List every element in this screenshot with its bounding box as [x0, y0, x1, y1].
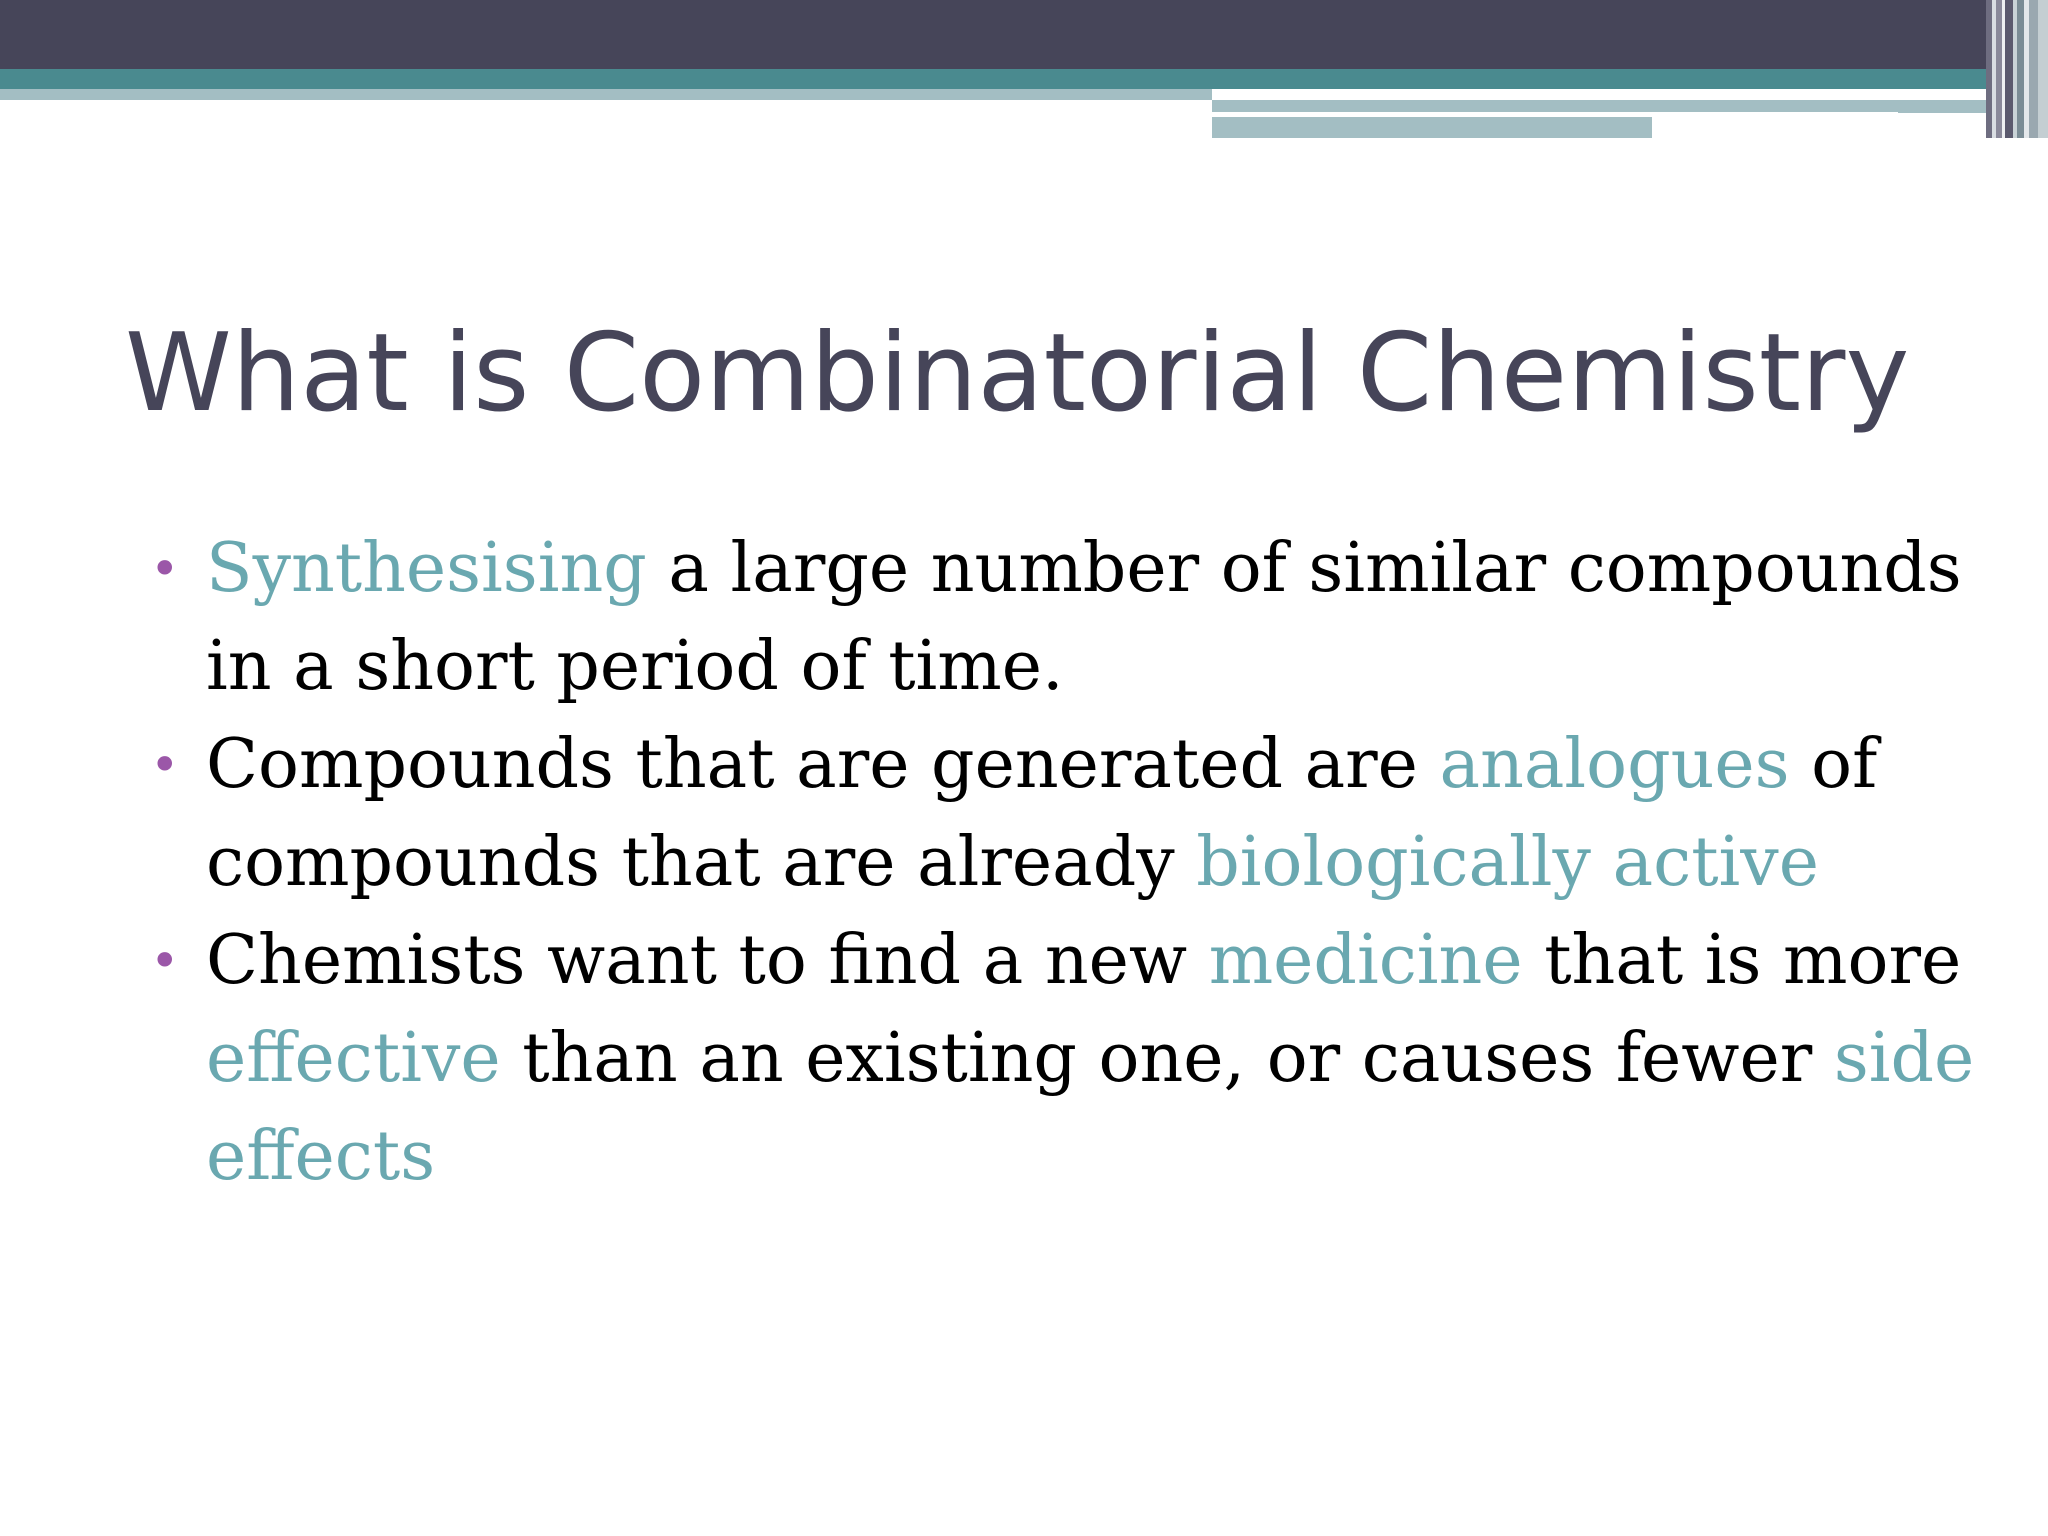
highlighted-term: biologically active: [1196, 823, 1819, 902]
bullet-item: [150, 716, 1990, 912]
highlighted-term: side effects: [206, 1019, 1975, 1196]
bullet-list: [150, 520, 1990, 1206]
header-band-light-right-lower: [1212, 117, 1652, 138]
highlighted-term: Synthesising: [206, 529, 647, 608]
bullet-text: of compounds that are already: [206, 725, 1878, 902]
bullet-text: than an existing one, or causes fewer: [500, 1019, 1834, 1098]
bullet-marker: •: [150, 932, 180, 990]
header-band-dark: [0, 0, 2048, 69]
bullet-item: [150, 912, 1990, 1206]
bullet-marker: •: [150, 736, 180, 794]
bullet-text: a large number of similar compounds in a short period of time.: [206, 529, 1962, 706]
highlighted-term: medicine: [1208, 921, 1523, 1000]
highlighted-term: analogues: [1439, 725, 1790, 804]
slide-title: What is Combinatorial Chemistry: [125, 311, 1910, 436]
bullet-item: [150, 520, 1990, 716]
highlighted-term: effective: [206, 1019, 501, 1098]
header-stripes: [1986, 0, 2048, 138]
bullet-text: Compounds that are generated are: [206, 725, 1440, 804]
header-divider-line: [1212, 112, 1898, 117]
header-band-light-left: [0, 89, 1212, 100]
bullet-text: that is more: [1522, 921, 1962, 1000]
header-band-teal: [0, 69, 2048, 89]
bullet-text: Chemists want to find a new: [206, 921, 1209, 1000]
bullet-marker: •: [150, 540, 180, 598]
